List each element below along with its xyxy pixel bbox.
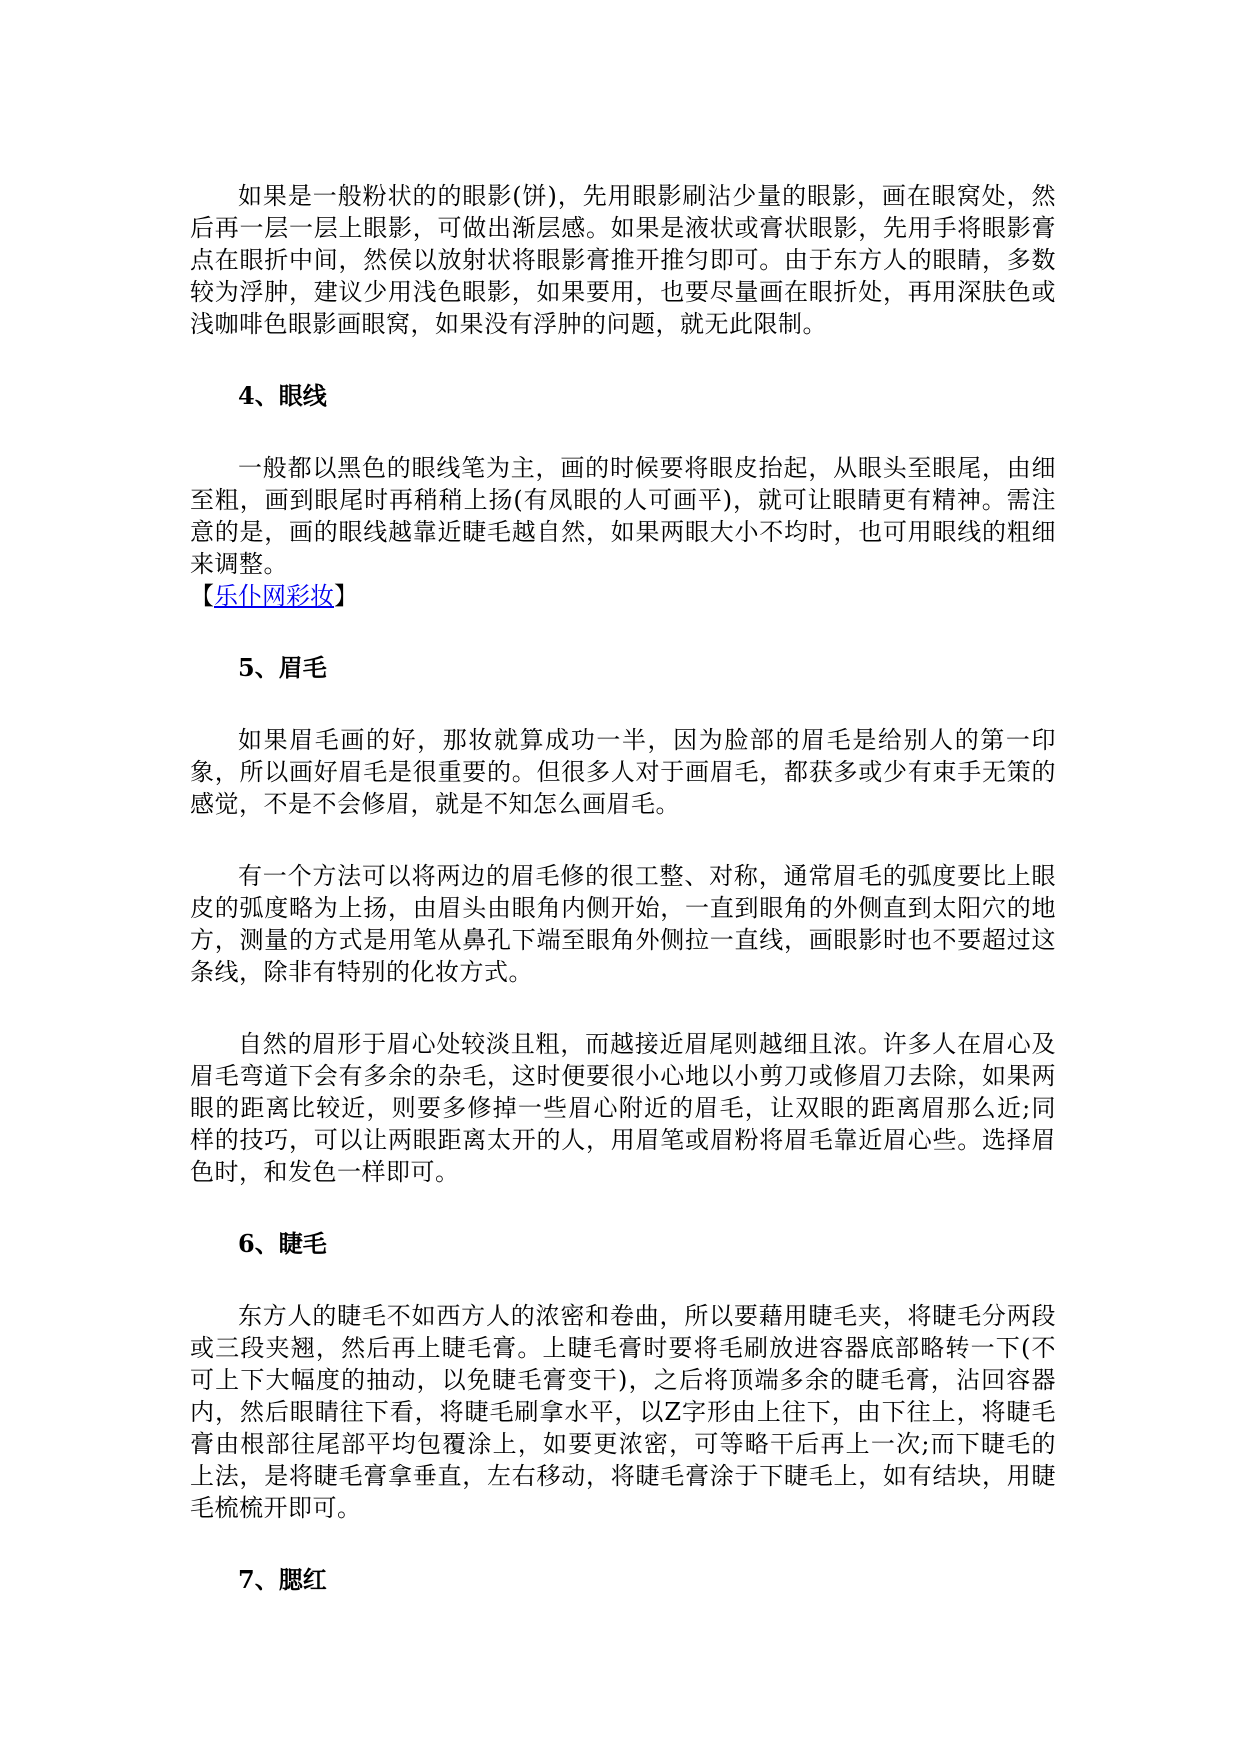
paragraph-eyebrows-method: 有一个方法可以将两边的眉毛修的很工整、对称，通常眉毛的弧度要比上眼皮的弧度略为上扬，由眉头由眼角内侧开始，一直到眼角的外侧直到太阳穴的地方，测量的方式是用笔从鼻孔下端至眼角外侧拉一直线，画眼影时也不要超过这条线，除非有特别的化妆方式。 [190, 862, 1056, 986]
document-page [190, 180, 1056, 1596]
paragraph-eyelashes: 东方人的睫毛不如西方人的浓密和卷曲，所以要藉用睫毛夹，将睫毛分两段或三段夹翘，然后再上睫毛膏。上睫毛膏时要将毛刷放进容器底部略转一下(不可上下大幅度的抽动，以免睫毛膏变干)，之后将顶端多余的睫毛膏，沾回容器内，然后眼睛往下看，将睫毛刷拿水平，以Z字形由上往下，由下往上，将睫毛膏由根部往尾部平均包覆涂上，如要更浓密，可等略干后再上一次;而下睫毛的上法，是将睫毛膏拿垂直，左右移动，将睫毛膏涂于下睫毛上，如有结块，用睫毛梳梳开即可。 [190, 1302, 1056, 1522]
bracket-open: 【 [190, 582, 214, 610]
paragraph-eyebrows-shape: 自然的眉形于眉心处较淡且粗，而越接近眉尾则越细且浓。许多人在眉心及眉毛弯道下会有多余的杂毛，这时便要很小心地以小剪刀或修眉刀去除，如果两眼的距离比较近，则要多修掉一些眉心附近的眉毛，让双眼的距离眉那么近;同样的技巧，可以让两眼距离太开的人，用眉笔或眉粉将眉毛靠近眉心些。选择眉色时，和发色一样即可。 [190, 1030, 1056, 1186]
section-heading-eyelashes: 6、睫毛 [238, 1229, 327, 1258]
source-line [190, 580, 1056, 612]
section-heading-blush: 7、腮红 [238, 1565, 327, 1594]
paragraph-eyeliner: 一般都以黑色的眼线笔为主，画的时候要将眼皮抬起，从眼头至眼尾，由细至粗，画到眼尾时再稍稍上扬(有凤眼的人可画平)，就可让眼睛更有精神。需注意的是，画的眼线越靠近睫毛越自然，如果两眼大小不均时，也可用眼线的粗细来调整。 [190, 454, 1056, 578]
source-link[interactable]: 乐仆网彩妆 [214, 582, 334, 610]
paragraph-eyebrows-intro: 如果眉毛画的好，那妆就算成功一半，因为脸部的眉毛是给别人的第一印象，所以画好眉毛是很重要的。但很多人对于画眉毛，都获多或少有束手无策的感觉，不是不会修眉，就是不知怎么画眉毛。 [190, 726, 1056, 818]
bracket-close: 】 [334, 582, 358, 610]
paragraph-eyeshadow-application: 如果是一般粉状的的眼影(饼)，先用眼影刷沾少量的眼影，画在眼窝处，然后再一层一层上眼影，可做出渐层感。如果是液状或膏状眼影，先用手将眼影膏点在眼折中间，然侯以放射状将眼影膏推开推匀即可。由于东方人的眼睛，多数较为浮肿，建议少用浅色眼影，如果要用，也要尽量画在眼折处，再用深肤色或浅咖啡色眼影画眼窝，如果没有浮肿的问题，就无此限制。 [190, 182, 1056, 338]
section-heading-eyebrows: 5、眉毛 [238, 653, 327, 682]
section-heading-eyeliner: 4、眼线 [238, 381, 327, 410]
